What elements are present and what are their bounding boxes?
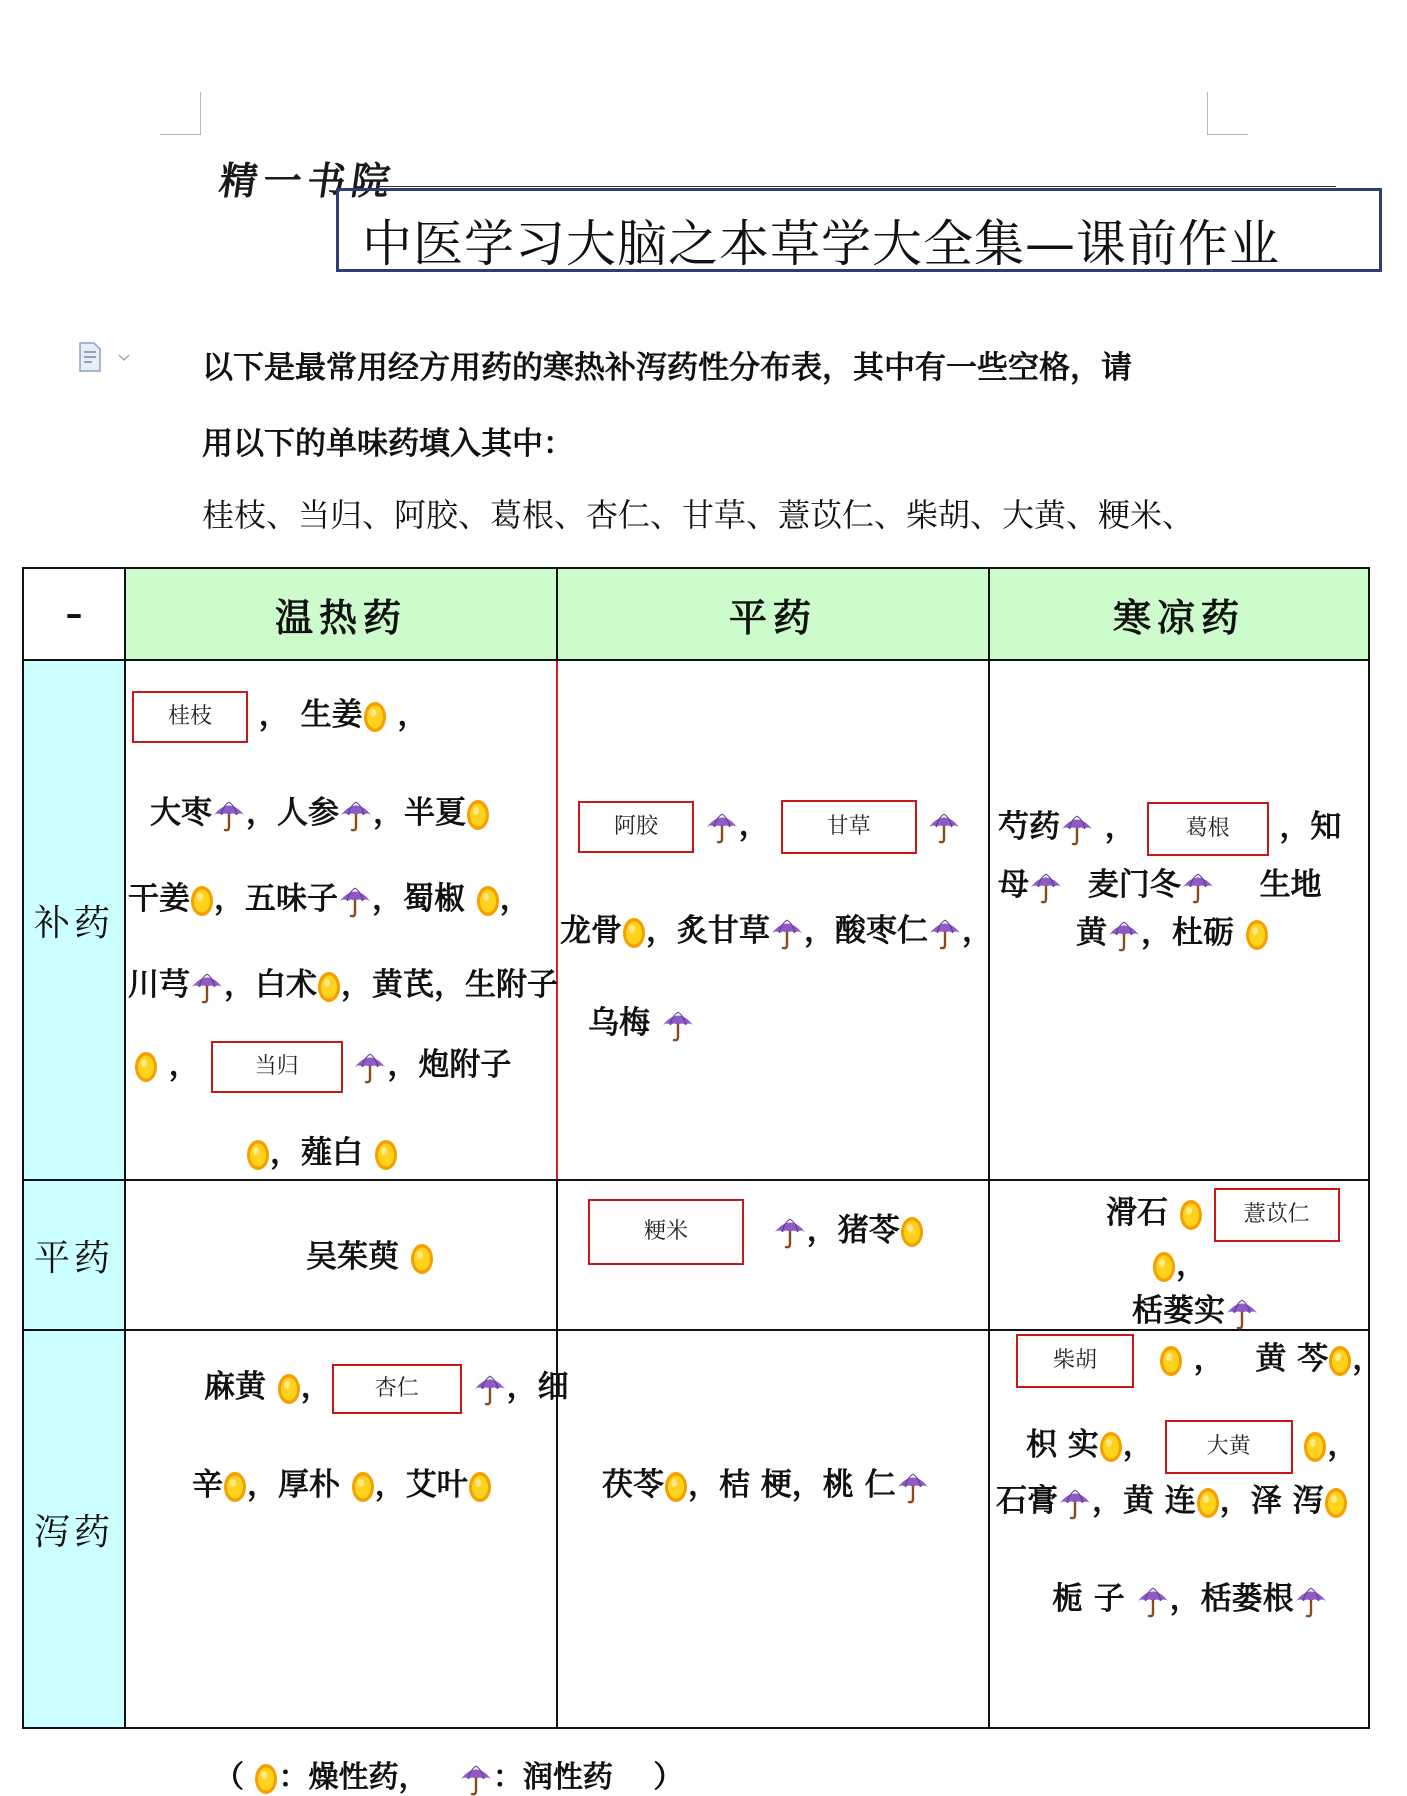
page-title: 中医学习大脑之本草学大全集—课前作业 <box>362 215 1280 273</box>
sun-icon <box>351 1471 375 1503</box>
legend-dry-label: ：燥性药， <box>278 1760 429 1795</box>
umbrella-icon <box>353 1050 387 1084</box>
answer-box[interactable]: 大黄 <box>1165 1420 1293 1474</box>
page-title-box <box>336 188 1382 272</box>
sun-icon <box>374 1139 398 1171</box>
sun-icon <box>190 885 214 917</box>
cell-neutral-cold: 滑石 薏苡仁 ， 栝蒌实 <box>989 1180 1369 1330</box>
umbrella-icon <box>773 1215 807 1249</box>
sun-icon <box>1245 919 1269 951</box>
sun-icon <box>277 1373 301 1405</box>
umbrella-icon <box>1058 1486 1092 1520</box>
brand-underline <box>376 186 1336 187</box>
row-header-purge: 泻药 <box>23 1330 125 1728</box>
answer-box[interactable]: 甘草 <box>781 800 917 854</box>
sun-icon <box>1152 1251 1176 1283</box>
legend: （ ：燥性药， ：润性药 ） <box>214 1760 684 1795</box>
sun-icon <box>317 971 341 1003</box>
answer-box[interactable]: 薏苡仁 <box>1214 1188 1340 1242</box>
umbrella-icon <box>1107 918 1141 952</box>
umbrella-icon <box>459 1762 493 1796</box>
umbrella-icon <box>190 970 224 1004</box>
sun-icon <box>476 885 500 917</box>
sun-icon <box>1099 1431 1123 1463</box>
herb-list: 桂枝、当归、阿胶、葛根、杏仁、甘草、薏苡仁、柴胡、大黄、粳米、 <box>202 496 1195 534</box>
sun-icon <box>1196 1487 1220 1519</box>
cell-tonify-neutral: 阿胶 ， 甘草 龙骨 ，炙甘草 ，酸枣仁 ， 乌梅 <box>557 660 989 1180</box>
answer-box[interactable]: 柴胡 <box>1016 1334 1134 1388</box>
intro-line-2: 用以下的单味药填入其中： <box>202 426 574 462</box>
answer-box[interactable]: 粳米 <box>588 1199 744 1265</box>
umbrella-icon <box>661 1008 695 1042</box>
umbrella-icon <box>896 1470 930 1504</box>
answer-box[interactable]: 杏仁 <box>332 1364 462 1414</box>
umbrella-icon <box>1294 1584 1328 1618</box>
brand-logo: 精一书院 <box>216 158 399 203</box>
sun-icon <box>622 917 646 949</box>
sun-icon <box>1328 1345 1352 1377</box>
crop-mark-left <box>160 92 201 135</box>
umbrella-icon <box>1060 812 1094 846</box>
cell-purge-warm: 麻黄 ， 杏仁 ，细 辛 ，厚朴 ，艾叶 <box>125 1330 557 1728</box>
sun-icon <box>1303 1431 1327 1463</box>
sun-icon <box>466 799 490 831</box>
column-header-cold: 寒凉药 <box>989 568 1369 660</box>
umbrella-icon <box>338 884 372 918</box>
chevron-down-icon[interactable] <box>118 354 130 362</box>
cell-purge-neutral: 茯苓 ，桔 梗，桃 仁 <box>557 1330 989 1728</box>
column-header-neutral: 平药 <box>557 568 989 660</box>
umbrella-icon <box>339 798 373 832</box>
sun-icon <box>900 1216 924 1248</box>
row-header-neutral: 平药 <box>23 1180 125 1330</box>
sun-icon <box>246 1139 270 1171</box>
cell-tonify-cold: 芍药 ， 葛根 ，知 母 麦门冬 生地 黄 ，杜砺 <box>989 660 1369 1180</box>
umbrella-icon <box>705 810 739 844</box>
umbrella-icon <box>212 798 246 832</box>
column-header-warm: 温热药 <box>125 568 557 660</box>
legend-moist-label: ：润性药 <box>492 1760 613 1795</box>
answer-box[interactable]: 当归 <box>211 1041 343 1093</box>
umbrella-icon <box>928 916 962 950</box>
crop-mark-right <box>1207 92 1248 135</box>
document-icon[interactable] <box>78 342 106 372</box>
umbrella-icon <box>1181 870 1215 904</box>
umbrella-icon <box>1225 1296 1259 1330</box>
sun-icon <box>223 1471 247 1503</box>
sun-icon <box>1324 1487 1348 1519</box>
cell-neutral-neutral: 粳米 ，猪苓 <box>557 1180 989 1330</box>
sun-icon <box>664 1471 688 1503</box>
umbrella-icon <box>770 916 804 950</box>
umbrella-icon <box>927 810 961 844</box>
intro-line-1: 以下是最常用经方用药的寒热补泻药性分布表，其中有一些空格，请 <box>202 350 1132 386</box>
umbrella-icon <box>473 1372 507 1406</box>
cell-purge-cold: 柴胡 ， 黄 芩 ， 枳 实 ， 大黄 ， 石膏 ，黄 连 ，泽 泻 栀 子 ，栝蒌根 <box>989 1330 1369 1728</box>
sun-icon <box>254 1763 278 1795</box>
sun-icon <box>1159 1345 1183 1377</box>
answer-box[interactable]: 桂枝 <box>132 691 248 743</box>
sun-icon <box>134 1051 158 1083</box>
cell-neutral-warm: 吴茱萸 <box>125 1180 557 1330</box>
umbrella-icon <box>1136 1584 1170 1618</box>
answer-box[interactable]: 葛根 <box>1147 802 1269 856</box>
herb-property-table <box>22 567 1384 1729</box>
sun-icon <box>363 701 387 733</box>
cell-tonify-warm: 桂枝 ， 生姜 ， 大枣 ，人参 ，半夏 干姜 ，五味子 ，蜀椒 ， 川芎 ，白术 ，黄芪，生附子 ， 当归 ，炮附子 ，薤白 <box>125 660 557 1180</box>
sun-icon <box>468 1471 492 1503</box>
table-corner: – <box>23 568 125 660</box>
row-header-tonify: 补药 <box>23 660 125 1180</box>
umbrella-icon <box>1029 870 1063 904</box>
answer-box[interactable]: 阿胶 <box>578 801 694 853</box>
sun-icon <box>1179 1199 1203 1231</box>
sun-icon <box>410 1243 434 1275</box>
